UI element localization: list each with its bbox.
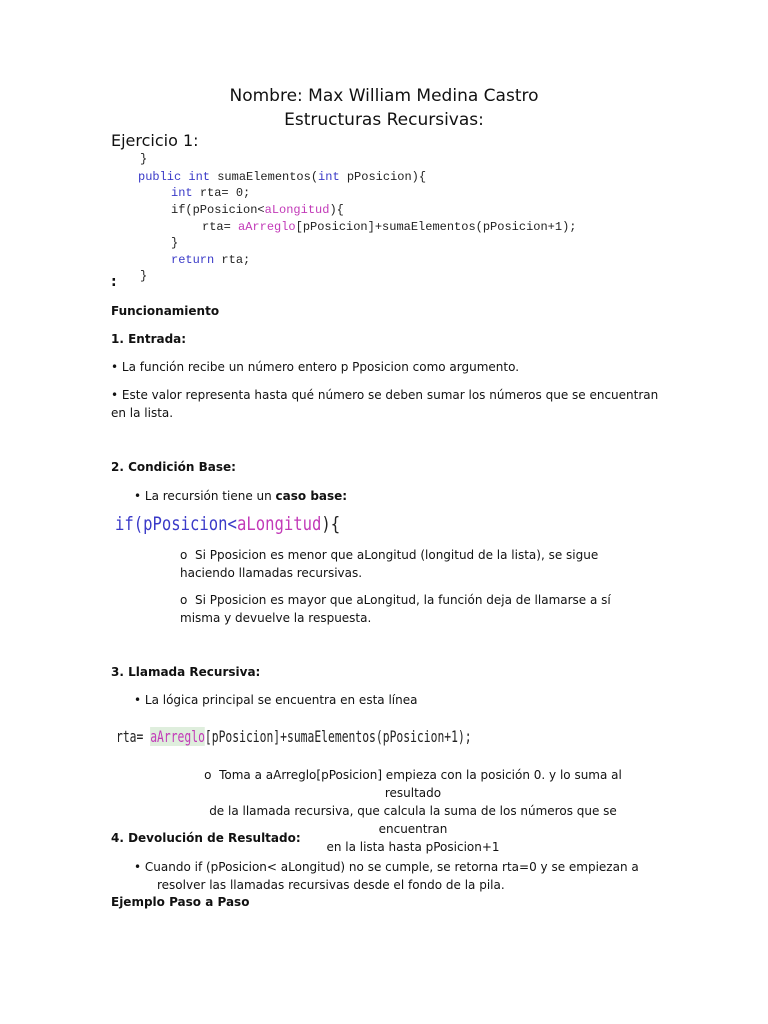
bullet-item: [134, 691, 417, 709]
code-line: [171, 203, 344, 217]
circle-bullet-icon: o: [180, 548, 188, 562]
exercise-heading: Ejercicio 1:: [111, 131, 199, 150]
code-field: aLongitud: [236, 513, 322, 535]
code-text: ){: [329, 203, 344, 217]
sub-bullet-item: [180, 591, 650, 627]
section-funcionamiento: Funcionamiento: [111, 304, 220, 318]
code-line: [138, 170, 426, 184]
code-keyword: return: [171, 253, 215, 267]
code-text: pPosicion){: [346, 170, 427, 184]
circle-bullet-icon: o: [204, 768, 212, 782]
section-entrada-title: 1. Entrada:: [111, 332, 187, 346]
code-line: [171, 186, 250, 200]
bullet-icon: •: [111, 360, 119, 374]
bullet-item: [134, 858, 654, 894]
code-text: ){: [321, 513, 341, 535]
code-line: }: [140, 152, 148, 166]
recursive-call-code: [116, 725, 472, 749]
base-case-code: [115, 513, 340, 535]
code-keyword: public int: [138, 170, 211, 184]
code-keyword: int: [318, 170, 340, 184]
code-line: }: [140, 269, 148, 283]
code-field: aArreglo: [238, 220, 296, 234]
section-devolucion-title: 4. Devolución de Resultado:: [111, 831, 301, 845]
code-line: [171, 253, 250, 267]
code-text: if(pPosicion<: [115, 513, 237, 535]
sub-bullet-text: Si Pposicion es menor que aLongitud (longitud de la lista), se sigue haciendo llamadas recursivas.: [180, 548, 599, 580]
code-line: }: [171, 236, 179, 250]
bullet-bold-text: caso base:: [275, 489, 348, 503]
bullet-text: La función recibe un número entero p Pposicion como argumento.: [121, 360, 520, 374]
code-text: rta;: [221, 253, 251, 267]
code-text: rta=: [116, 727, 151, 746]
bullet-text: Cuando if (pPosicion< aLongitud) no se cumple, se retorna rta=0 y se empiezan a: [144, 860, 639, 874]
code-field: aLongitud: [264, 203, 330, 217]
sub-bullet-text: Toma a aArreglo[pPosicion] empieza con la posición 0. y lo suma al resultado: [219, 768, 622, 800]
bullet-text: resolver las llamadas recursivas desde el fondo de la pila.: [157, 878, 505, 892]
bullet-text: Este valor representa hasta qué número se deben sumar los números que se encuentran en la lista.: [111, 388, 659, 420]
sub-bullet-text: de la llamada recursiva, que calcula la suma de los números que se encuentran: [209, 804, 617, 836]
bullet-text: La lógica principal se encuentra en esta línea: [144, 693, 418, 707]
bullet-icon: •: [134, 860, 142, 874]
sub-bullet-item: [180, 546, 650, 582]
stray-colon: :: [111, 274, 117, 290]
bullet-text: La recursión tiene un: [144, 489, 276, 503]
code-line: [202, 220, 576, 234]
bullet-icon: •: [111, 388, 119, 402]
code-field: aArreglo: [150, 727, 205, 746]
section-llamada-title: 3. Llamada Recursiva:: [111, 665, 261, 679]
bullet-item: [111, 386, 671, 422]
sub-bullet-text: en la lista hasta pPosicion+1: [326, 840, 500, 854]
bullet-icon: •: [134, 489, 142, 503]
sub-bullet-text: Si Pposicion es mayor que aLongitud, la función deja de llamarse a sí misma y devuelve la respuesta.: [180, 593, 611, 625]
code-text: sumaElementos(: [217, 170, 319, 184]
section-ejemplo-title: Ejemplo Paso a Paso: [111, 895, 250, 909]
bullet-icon: •: [134, 693, 142, 707]
code-text: rta=: [202, 220, 231, 234]
code-text: [pPosicion]+sumaElementos(pPosicion+1);: [295, 220, 577, 234]
author-name: Nombre: Max William Medina Castro: [229, 86, 539, 106]
code-text: rta= 0;: [199, 186, 251, 200]
code-keyword: int: [171, 186, 193, 200]
bullet-item: [134, 487, 347, 505]
bullet-item: [111, 358, 671, 376]
code-text: if(pPosicion<: [171, 203, 265, 217]
code-text: [pPosicion]+sumaElementos(pPosicion+1);: [204, 727, 472, 746]
document-topic: Estructuras Recursivas:: [284, 110, 484, 130]
circle-bullet-icon: o: [180, 593, 188, 607]
section-condicion-title: 2. Condición Base:: [111, 460, 236, 474]
